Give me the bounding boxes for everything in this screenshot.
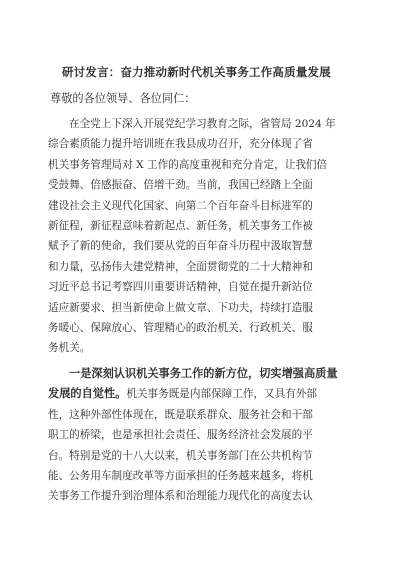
paragraph-1-line: 在全党上下深入开展党纪学习教育之际，省管局 2024 年 (69, 118, 336, 130)
paragraph-1-line: 赋予了新的使命，我们要从党的百年奋斗历程中汲取智慧 (48, 240, 313, 253)
paragraph-1-line: 新征程，新征程意味着新起点、新任务，机关事务工作被 (48, 220, 313, 233)
paragraph-1-line: 机关事务管理局对 X 工作的高度重视和充分肯定，让我们倍 (48, 158, 328, 171)
paragraph-2-text: 机关事务既是内部保障工作，又具有外部 (126, 388, 318, 401)
paragraph-2 (48, 363, 362, 507)
paragraph-1-line: 和力量，弘扬伟大建党精神，全面贯彻党的二十大精神和 (48, 260, 313, 273)
paragraph-1-line: 务机关。 (48, 342, 91, 355)
paragraph-2-line: 职工的桥梁，也是承担社会责任、服务经济社会发展的平 (48, 429, 313, 442)
salutation: 尊敬的各位领导、各位同仁： (50, 92, 196, 105)
paragraph-1-line: 受鼓舞、倍感振奋、倍增干劲。当前，我国已经踏上全面 (48, 179, 313, 192)
paragraph-2-line: 性，这种外部性体现在，既是联系群众、服务社会和干部 (48, 408, 313, 421)
paragraph-1-line: 习近平总书记考察四川重要讲话精神，自觉在提升新站位 (48, 281, 313, 294)
paragraph-2-line: 台。特别是党的十八大以来，机关事务部门在公共机构节 (48, 449, 313, 462)
paragraph-2-line (48, 383, 362, 404)
document-title: 研讨发言：奋力推动新时代机关事务工作高质量发展 (62, 65, 331, 79)
paragraph-1-line: 综合素质能力提升培训班在我县成功召开，充分体现了省 (48, 138, 313, 151)
section-heading-end: 发展的自觉性。 (48, 386, 127, 401)
paragraph-1-line: 适应新要求、担当新使命上做文章、下功夫，持续打造服 (48, 301, 313, 314)
section-heading: 一是深刻认识机关事务工作的新方位，切实增强高质量 (69, 365, 338, 380)
paragraph-1-line: 建设社会主义现代化国家、向第二个百年奋斗目标进军的 (48, 199, 313, 212)
paragraph-2-line: 能、公务用车制度改革等方面承担的任务越来越多，将机 (48, 469, 313, 482)
paragraph-2-line: 关事务工作提升到治理体系和治理能力现代化的高度去认 (48, 490, 313, 503)
paragraph-1-line: 务暖心、保障放心、管理精心的政治机关、行政机关、服 (48, 322, 313, 335)
paragraph-1 (48, 114, 362, 359)
